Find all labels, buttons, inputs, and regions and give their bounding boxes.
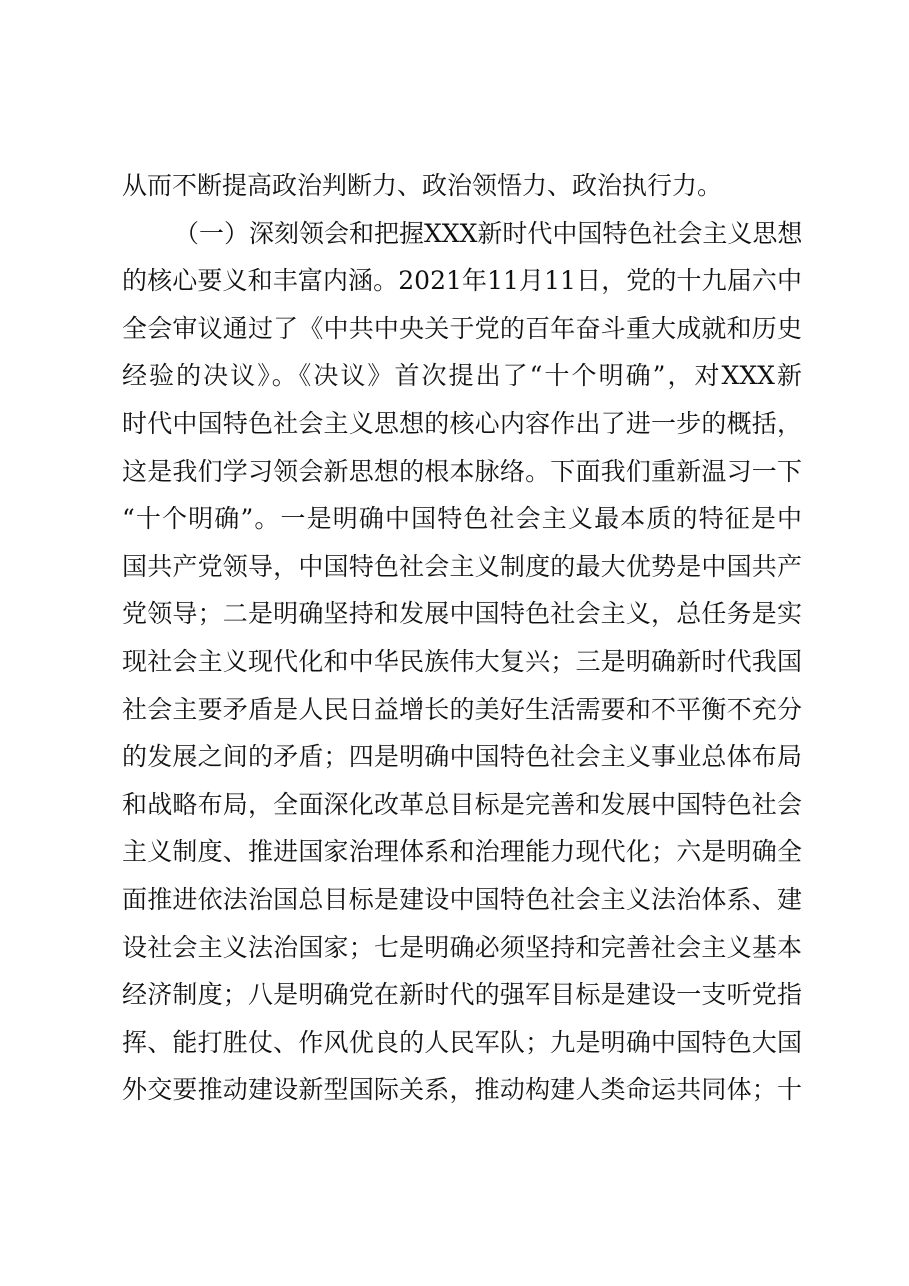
text-line: 现社会主义现代化和中华民族伟大复兴；三是明确新时代我国 xyxy=(122,646,802,676)
text-line: 面推进依法治国总目标是建设中国特色社会主义法治体系、建 xyxy=(122,884,802,914)
text-line: 国共产党领导，中国特色社会主义制度的最大优势是中国共产 xyxy=(122,551,802,581)
text-line: 社会主要矛盾是人民日益增长的美好生活需要和不平衡不充分 xyxy=(122,694,802,724)
text-line: 时代中国特色社会主义思想的核心内容作出了进一步的概括， xyxy=(122,408,802,438)
text-line: 外交要推动建设新型国际关系，推动构建人类命运共同体；十 xyxy=(122,1075,802,1105)
text-line: 党领导；二是明确坚持和发展中国特色社会主义，总任务是实 xyxy=(122,599,802,629)
text-line: 挥、能打胜仗、作风优良的人民军队；九是明确中国特色大国 xyxy=(122,1027,802,1057)
text-line: 这是我们学习领会新思想的根本脉络。下面我们重新温习一下 xyxy=(122,456,802,486)
text-line: “十个明确”。一是明确中国特色社会主义最本质的特征是中 xyxy=(122,504,802,534)
text-line: 从而不断提高政治判断力、政治领悟力、政治执行力。 xyxy=(122,171,723,200)
text-line: 和战略布局，全面深化改革总目标是完善和发展中国特色社会 xyxy=(122,789,802,819)
text-line: 的发展之间的矛盾；四是明确中国特色社会主义事业总体布局 xyxy=(122,742,802,772)
text-line: 经济制度；八是明确党在新时代的强军目标是建设一支听党指 xyxy=(122,980,802,1010)
text-line: 的核心要义和丰富内涵。2021年11月11日，党的十九届六中 xyxy=(122,266,802,296)
document-body xyxy=(122,162,802,1114)
text-line: 经验的决议》。《决议》首次提出了“十个明确”，对XXX新 xyxy=(122,361,802,391)
text-line: 设社会主义法治国家；七是明确必须坚持和完善社会主义基本 xyxy=(122,932,802,962)
text-line: 主义制度、推进国家治理体系和治理能力现代化；六是明确全 xyxy=(122,837,802,867)
section-heading-line: （一）深刻领会和把握XXX新时代中国特色社会主义思想 xyxy=(174,218,803,248)
text-line: 全会审议通过了《中共中央关于党的百年奋斗重大成就和历史 xyxy=(122,313,802,343)
